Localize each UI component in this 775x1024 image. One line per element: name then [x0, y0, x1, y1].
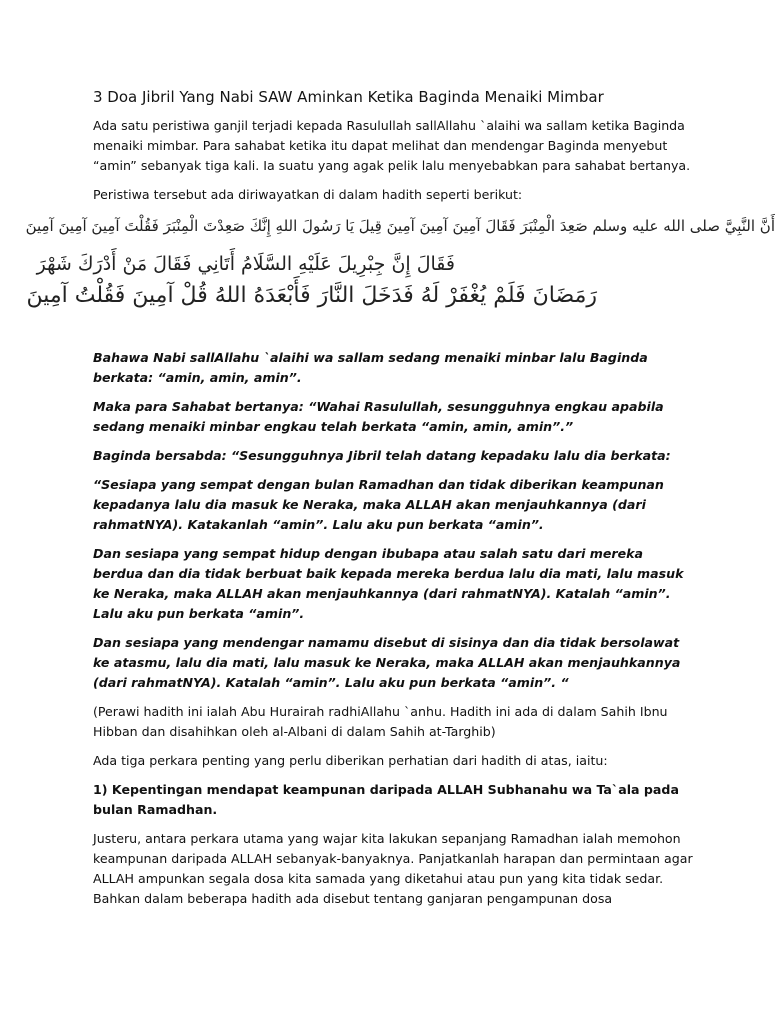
intro-paragraph: Ada satu peristiwa ganjil terjadi kepada Rasulullah sallAllahu `alaihi wa sallam ketika Baginda menaiki mimbar. Para sahabat ketika itu dapat melihat dan mendengar Baginda menyebut “amin” sebanyak tiga kali. Ia suatu yang agak pelik lalu menyebabkan para sahabat bertanya.: [93, 118, 691, 173]
body-paragraph: Justeru, antara perkara utama yang wajar kita lakukan sepanjang Ramadhan ialah memohon keampunan daripada ALLAH sebanyak-banyaknya. Panjatkanlah harapan dan permintaan agar ALLAH ampunkan segala dosa kita samada yang diketahui atau pun yang kita tidak sedar. Bahkan dalam beberapa hadith ada disebut tentang ganjaran pengampunan dosa: [93, 831, 693, 906]
hadith-intro-paragraph: Peristiwa tersebut ada diriwayatkan di dalam hadith seperti berikut:: [93, 187, 523, 202]
page-title: 3 Doa Jibril Yang Nabi SAW Aminkan Ketika Baginda Menaiki Mimbar: [93, 88, 604, 106]
arabic-line-3: رَمَضَانَ فَلَمْ يُغْفَرْ لَهُ فَدَخَلَ النَّارَ فَأَبْعَدَهُ اللهُ قُلْ آمِينَ فَقُلْتُ آمِينَ: [26, 283, 597, 308]
spacer: [93, 330, 693, 348]
document-body: [25, 86, 775, 918]
arabic-line-2: فَقَالَ إِنَّ جِبْرِيلَ عَلَيْهِ السَّلَامُ أَتَانِي فَقَالَ مَنْ أَدْرَكَ شَهْرَ: [36, 253, 455, 275]
translation-paragraph: Maka para Sahabat bertanya: “Wahai Rasulullah, sesungguhnya engkau apabila sedang menaiki minbar engkau telah berkata “amin, amin, amin”.”: [93, 399, 664, 434]
translation-paragraph: Bahawa Nabi sallAllahu `alaihi wa sallam sedang menaiki minbar lalu Baginda berkata: “amin, amin, amin”.: [93, 350, 648, 385]
translation-paragraph: “Sesiapa yang sempat dengan bulan Ramadhan dan tidak diberikan keampunan kepadanya lalu dia masuk ke Neraka, maka ALLAH akan menjauhkannya (dari rahmatNYA). Katakanlah “amin”. Lalu aku pun berkata “amin”.: [93, 477, 664, 532]
translation-paragraph: Dan sesiapa yang mendengar namamu disebut di sisinya dan dia tidak bersolawat ke atasmu, lalu dia mati, lalu masuk ke Neraka, maka ALLAH akan menjauhkannya (dari rahmatNYA). Katalah “amin”. Lalu aku pun berkata “amin”. “: [93, 635, 681, 690]
arabic-hadith-text: [25, 214, 775, 322]
translation-paragraph: Baginda bersabda: “Sesungguhnya Jibril telah datang kepadaku lalu dia berkata:: [93, 448, 671, 463]
translation-paragraph: Dan sesiapa yang sempat hidup dengan ibubapa atau salah satu dari mereka berdua dan dia tidak berbuat baik kepada mereka berdua lalu dia mati, lalu masuk ke Neraka, maka ALLAH akan menjauhkannya (dari rahmatNYA). Katalah “amin”. Lalu aku pun berkata “amin”.: [93, 546, 684, 621]
arabic-line-1: أَنَّ النَّبِيَّ صلى الله عليه وسلم صَعِدَ الْمِنْبَرَ فَقَالَ آمِينَ آمِينَ آمِينَ قِيلَ يَا رَسُولَ اللهِ إِنَّكَ صَعِدْتَ الْمِنْبَرَ فَقُلْتَ آمِينَ آمِينَ آمِينَ: [25, 217, 775, 235]
points-intro-paragraph: Ada tiga perkara penting yang perlu diberikan perhatian dari hadith di atas, iaitu:: [93, 753, 608, 768]
narrator-note: (Perawi hadith ini ialah Abu Hurairah radhiAllahu `anhu. Hadith ini ada di dalam Sahih Ibnu Hibban dan disahihkan oleh al-Albani di dalam Sahih at-Targhib): [93, 704, 668, 739]
point-heading-1: 1) Kepentingan mendapat keampunan daripada ALLAH Subhanahu wa Ta`ala pada bulan Ramadhan.: [93, 782, 679, 817]
